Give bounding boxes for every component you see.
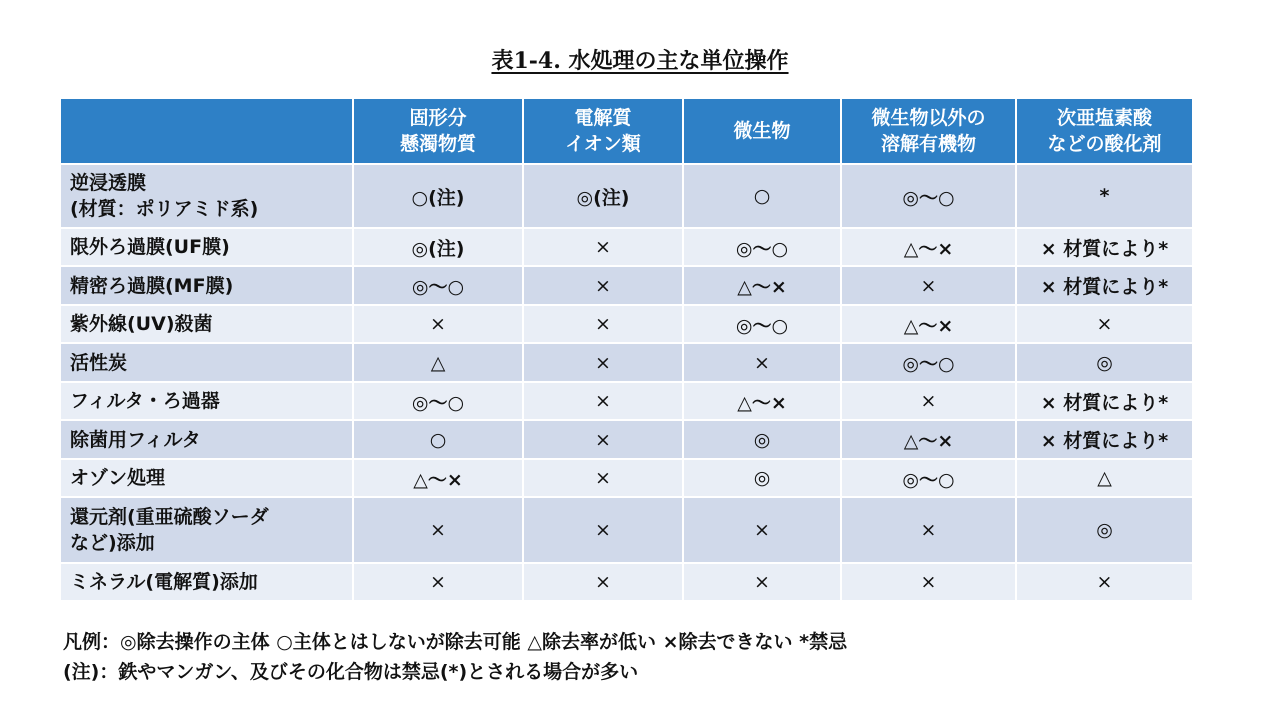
table-cell: × bbox=[523, 343, 683, 382]
table-row bbox=[61, 420, 1192, 459]
table-cell: △ bbox=[1016, 459, 1192, 497]
legend-line: 凡例：◎除去操作の主体 ○主体とはしないが除去可能 △除去率が低い ×除去できない *禁忌 bbox=[63, 631, 848, 653]
header-cell: 固形分 懸濁物質 bbox=[353, 99, 523, 164]
table-cell: △～× bbox=[353, 459, 523, 497]
row-label: 精密ろ過膜(MF膜) bbox=[61, 266, 353, 305]
table-cell: × 材質により* bbox=[1016, 266, 1192, 305]
header-cell: 次亜塩素酸 などの酸化剤 bbox=[1016, 99, 1192, 164]
table-cell: ◎～○ bbox=[683, 228, 841, 266]
table-cell: ◎～○ bbox=[841, 164, 1016, 228]
table-cell: × bbox=[523, 382, 683, 420]
row-label: 除菌用フィルタ bbox=[61, 420, 353, 459]
table-cell: △ bbox=[353, 343, 523, 382]
table-cell: ◎～○ bbox=[353, 266, 523, 305]
table-cell: × bbox=[353, 497, 523, 563]
table-row bbox=[61, 343, 1192, 382]
row-label: フィルタ・ろ過器 bbox=[61, 382, 353, 420]
table-cell: × bbox=[353, 563, 523, 601]
table-cell: △～× bbox=[841, 228, 1016, 266]
table-cell: × bbox=[523, 563, 683, 601]
table-cell: ◎ bbox=[683, 420, 841, 459]
legend bbox=[63, 627, 847, 687]
table-cell: × bbox=[683, 497, 841, 563]
row-label: オゾン処理 bbox=[61, 459, 353, 497]
table-cell: × bbox=[683, 563, 841, 601]
table-cell: × bbox=[841, 497, 1016, 563]
table-cell: ◎～○ bbox=[841, 459, 1016, 497]
table-cell: × bbox=[523, 497, 683, 563]
table-row bbox=[61, 164, 1192, 228]
table-cell: ◎ bbox=[1016, 343, 1192, 382]
row-label: 還元剤(重亜硫酸ソーダ など)添加 bbox=[61, 497, 353, 563]
table-row bbox=[61, 305, 1192, 343]
table-cell: ◎～○ bbox=[683, 305, 841, 343]
table-cell: × bbox=[523, 266, 683, 305]
unit-operations-table bbox=[61, 99, 1192, 602]
row-label: 活性炭 bbox=[61, 343, 353, 382]
table-cell: ○(注) bbox=[353, 164, 523, 228]
table-cell: × bbox=[523, 305, 683, 343]
table-row bbox=[61, 563, 1192, 601]
table-cell: × bbox=[353, 305, 523, 343]
table-cell: ◎ bbox=[683, 459, 841, 497]
table-cell: △～× bbox=[841, 305, 1016, 343]
table-row bbox=[61, 497, 1192, 563]
footnote-line: (注)：鉄やマンガン、及びその化合物は禁忌(*)とされる場合が多い bbox=[63, 661, 639, 683]
header-row bbox=[61, 99, 1192, 164]
header-cell: 電解質 イオン類 bbox=[523, 99, 683, 164]
table-row bbox=[61, 382, 1192, 420]
table-cell: △～× bbox=[841, 420, 1016, 459]
table-cell: × bbox=[1016, 563, 1192, 601]
header-cell: 微生物 bbox=[683, 99, 841, 164]
table-cell: × bbox=[683, 343, 841, 382]
table-cell: × 材質により* bbox=[1016, 420, 1192, 459]
table-cell: △～× bbox=[683, 266, 841, 305]
table-cell: * bbox=[1016, 164, 1192, 228]
table-cell: × bbox=[841, 266, 1016, 305]
header-cell: 微生物以外の 溶解有機物 bbox=[841, 99, 1016, 164]
table-row bbox=[61, 459, 1192, 497]
table-row bbox=[61, 228, 1192, 266]
table-cell: × 材質により* bbox=[1016, 228, 1192, 266]
header-cell-empty bbox=[61, 99, 353, 164]
table-cell: ◎～○ bbox=[353, 382, 523, 420]
table-cell: ◎(注) bbox=[353, 228, 523, 266]
table-cell: × bbox=[841, 382, 1016, 420]
table-cell: × 材質により* bbox=[1016, 382, 1192, 420]
page-title: 表1-4. 水処理の主な単位操作 bbox=[491, 48, 789, 74]
row-label: 限外ろ過膜(UF膜) bbox=[61, 228, 353, 266]
table-cell: △～× bbox=[683, 382, 841, 420]
row-label: 紫外線(UV)殺菌 bbox=[61, 305, 353, 343]
row-label: 逆浸透膜 (材質：ポリアミド系) bbox=[61, 164, 353, 228]
table-cell: ◎～○ bbox=[841, 343, 1016, 382]
row-label: ミネラル(電解質)添加 bbox=[61, 563, 353, 601]
table-cell: × bbox=[523, 459, 683, 497]
table-cell: ○ bbox=[683, 164, 841, 228]
table-row bbox=[61, 266, 1192, 305]
table-cell: × bbox=[523, 420, 683, 459]
table-cell: × bbox=[1016, 305, 1192, 343]
table-cell: ○ bbox=[353, 420, 523, 459]
table-cell: × bbox=[523, 228, 683, 266]
table-cell: ◎ bbox=[1016, 497, 1192, 563]
table-cell: × bbox=[841, 563, 1016, 601]
table-cell: ◎(注) bbox=[523, 164, 683, 228]
